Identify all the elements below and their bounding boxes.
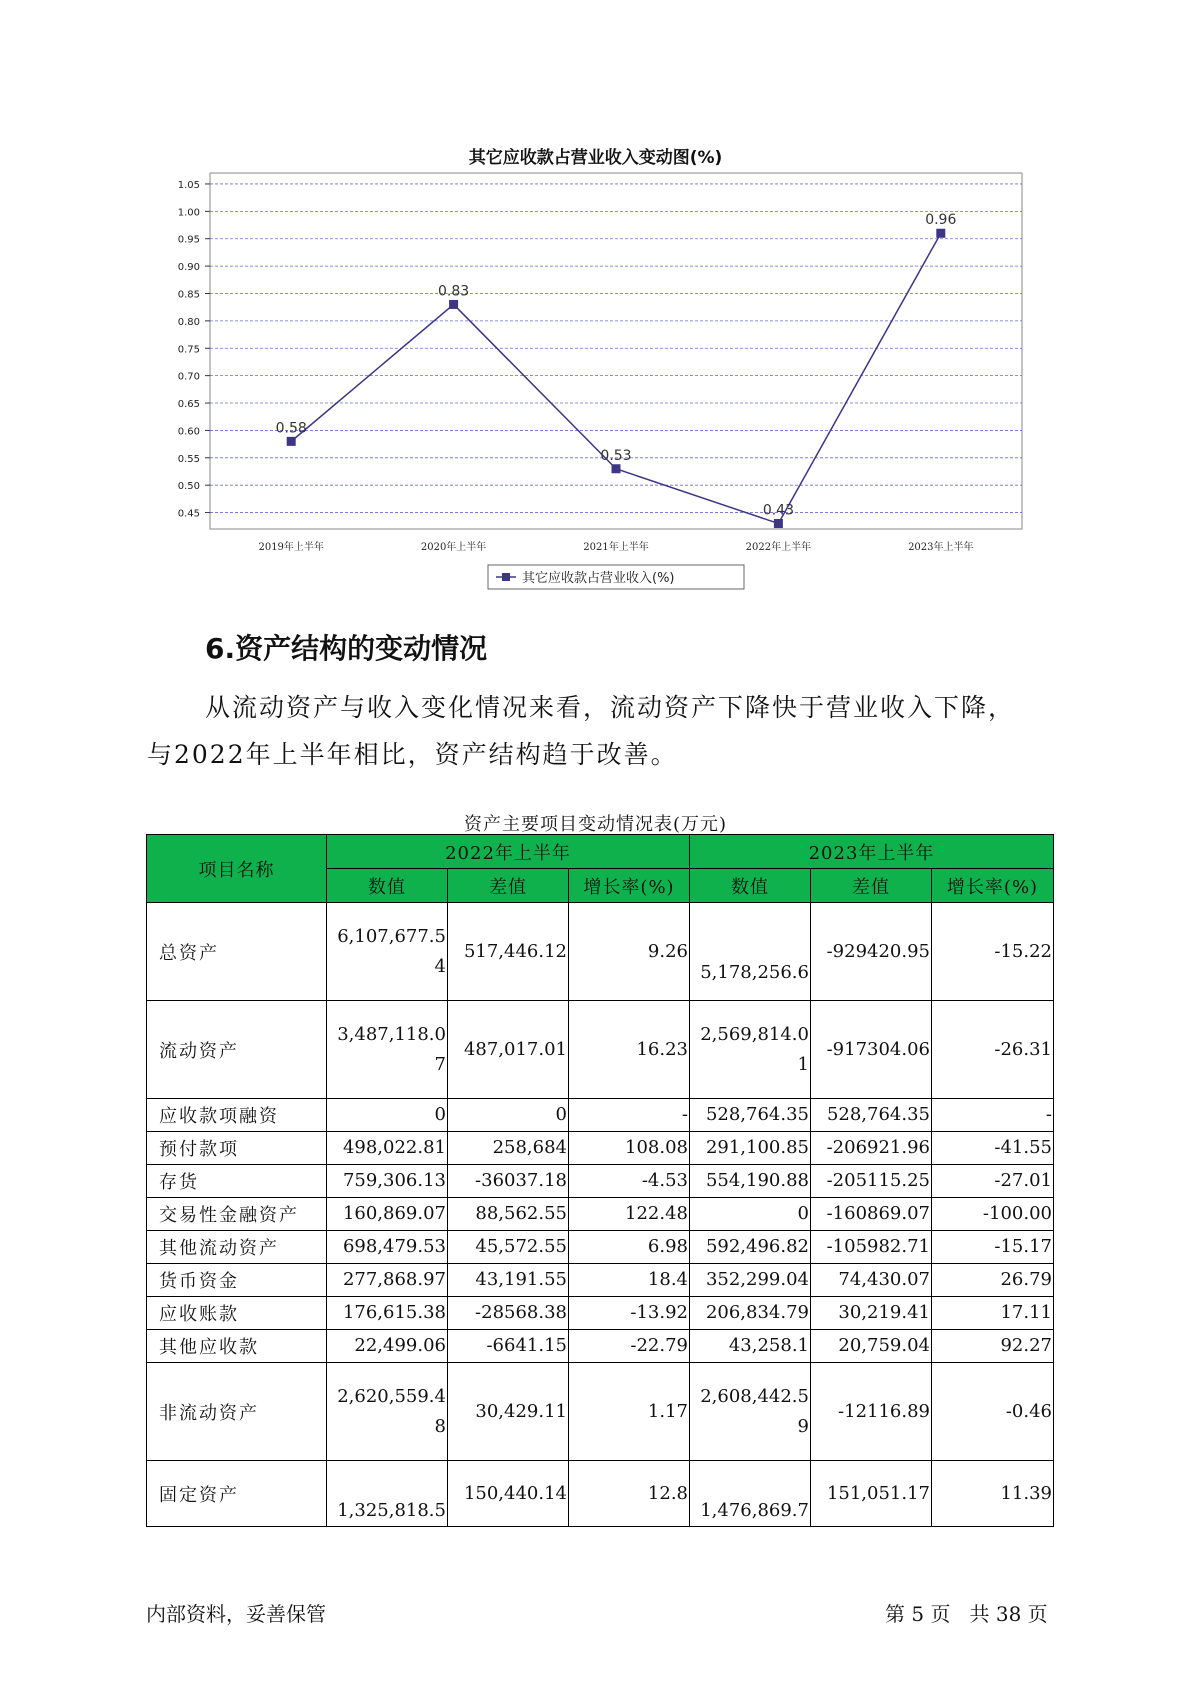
- table-cell: 0: [448, 1099, 569, 1132]
- table-cell: -13.92: [569, 1297, 690, 1330]
- y-tick-label: 0.75: [177, 344, 200, 356]
- footer-confidential-note: 内部资料，妥善保管: [146, 1602, 326, 1626]
- y-tick-label: 1.05: [177, 179, 200, 191]
- table-cell: -15.17: [932, 1231, 1054, 1264]
- row-label: 交易性金融资产: [147, 1198, 327, 1231]
- table-cell: 30,219.41: [811, 1297, 932, 1330]
- table-cell: 43,191.55: [448, 1264, 569, 1297]
- table-cell: -6641.15: [448, 1330, 569, 1363]
- table-cell: 258,684: [448, 1132, 569, 1165]
- table-cell: 528,764.35: [690, 1099, 811, 1132]
- row-label: 其他应收款: [147, 1330, 327, 1363]
- data-label: 0.43: [762, 502, 794, 519]
- table-cell: 487,017.01: [448, 1001, 569, 1099]
- legend-marker: [502, 573, 510, 581]
- x-tick-label: 2020年上半年: [420, 542, 487, 553]
- footer-page-number: 第 5 页 共 38 页: [885, 1602, 1048, 1626]
- table-cell: 22,499.06: [327, 1330, 448, 1363]
- header-2022: 2022年上半年: [327, 835, 690, 869]
- data-label: 0.58: [275, 420, 307, 437]
- table-cell: 291,100.85: [690, 1132, 811, 1165]
- row-label: 固定资产: [147, 1461, 327, 1527]
- data-point: [936, 229, 945, 238]
- table-cell: 16.23: [569, 1001, 690, 1099]
- table-cell: 3,487,118.07: [327, 1001, 448, 1099]
- subheader-value-2023: 数值: [690, 869, 811, 903]
- table-cell: 12.8: [569, 1461, 690, 1527]
- header-2023: 2023年上半年: [690, 835, 1054, 869]
- table-cell: -12116.89: [811, 1363, 932, 1461]
- table-cell: 88,562.55: [448, 1198, 569, 1231]
- data-point: [774, 519, 783, 528]
- table-cell: 17.11: [932, 1297, 1054, 1330]
- table-row: [147, 1001, 1054, 1099]
- table-cell: 554,190.88: [690, 1165, 811, 1198]
- section-heading: 6.资产结构的变动情况: [205, 632, 488, 665]
- table-cell: -105982.71: [811, 1231, 932, 1264]
- data-label: 0.83: [438, 283, 470, 300]
- table-cell: 1,476,869.7: [690, 1461, 811, 1527]
- table-cell: -917304.06: [811, 1001, 932, 1099]
- table-row: [147, 1297, 1054, 1330]
- subheader-diff-2023: 差值: [811, 869, 932, 903]
- table-cell: -27.01: [932, 1165, 1054, 1198]
- table-cell: 122.48: [569, 1198, 690, 1231]
- table-cell: 160,869.07: [327, 1198, 448, 1231]
- paragraph-line-2: 与2022年上半年相比，资产结构趋于改善。: [147, 740, 678, 769]
- table-cell: -100.00: [932, 1198, 1054, 1231]
- table-cell: 0: [690, 1198, 811, 1231]
- table-cell: 5,178,256.6: [690, 903, 811, 1001]
- table-cell: 206,834.79: [690, 1297, 811, 1330]
- table-cell: 151,051.17: [811, 1461, 932, 1527]
- y-tick-label: 0.55: [177, 453, 200, 465]
- table-cell: 11.39: [932, 1461, 1054, 1527]
- row-label: 流动资产: [147, 1001, 327, 1099]
- table-cell: 26.79: [932, 1264, 1054, 1297]
- table-cell: -: [932, 1099, 1054, 1132]
- subheader-growth-2023: 增长率(%): [932, 869, 1054, 903]
- table-cell: -160869.07: [811, 1198, 932, 1231]
- data-point: [449, 300, 458, 309]
- y-tick-label: 0.85: [177, 289, 200, 301]
- plot-area: [210, 173, 1022, 529]
- y-tick-label: 0.60: [177, 426, 200, 438]
- subheader-value-2022: 数值: [327, 869, 448, 903]
- row-label: 应收账款: [147, 1297, 327, 1330]
- y-tick-label: 0.50: [177, 481, 200, 493]
- table-cell: 45,572.55: [448, 1231, 569, 1264]
- table-cell: 176,615.38: [327, 1297, 448, 1330]
- subheader-growth-2022: 增长率(%): [569, 869, 690, 903]
- y-tick-label: 0.90: [177, 262, 200, 274]
- table-cell: 20,759.04: [811, 1330, 932, 1363]
- data-point: [612, 464, 621, 473]
- table-row: [147, 1330, 1054, 1363]
- table-cell: 108.08: [569, 1132, 690, 1165]
- table-cell: 759,306.13: [327, 1165, 448, 1198]
- table-row: [147, 1264, 1054, 1297]
- data-label: 0.96: [925, 212, 957, 229]
- table-cell: -36037.18: [448, 1165, 569, 1198]
- table-cell: -28568.38: [448, 1297, 569, 1330]
- table-row: [147, 1461, 1054, 1527]
- header-item-name: 项目名称: [147, 835, 327, 903]
- table-cell: -: [569, 1099, 690, 1132]
- table-row: [147, 1165, 1054, 1198]
- table-cell: 498,022.81: [327, 1132, 448, 1165]
- table-cell: 277,868.97: [327, 1264, 448, 1297]
- row-label: 其他流动资产: [147, 1231, 327, 1264]
- table-cell: 6,107,677.54: [327, 903, 448, 1001]
- table-cell: -4.53: [569, 1165, 690, 1198]
- asset-change-table: [146, 834, 1054, 1527]
- table-cell: 43,258.1: [690, 1330, 811, 1363]
- y-tick-label: 1.00: [177, 207, 200, 219]
- chart-title: 其它应收款占营业收入变动图(%): [468, 148, 723, 168]
- data-point: [287, 437, 296, 446]
- table-cell: -206921.96: [811, 1132, 932, 1165]
- table-cell: 2,620,559.48: [327, 1363, 448, 1461]
- x-tick-label: 2019年上半年: [258, 542, 324, 553]
- table-cell: 6.98: [569, 1231, 690, 1264]
- table-cell: 592,496.82: [690, 1231, 811, 1264]
- y-tick-label: 0.45: [177, 508, 200, 520]
- table-cell: -0.46: [932, 1363, 1054, 1461]
- table-cell: 18.4: [569, 1264, 690, 1297]
- data-label: 0.53: [600, 447, 632, 464]
- y-tick-label: 0.65: [177, 399, 200, 411]
- table-row: [147, 1231, 1054, 1264]
- x-tick-label: 2022年上半年: [745, 542, 812, 553]
- y-tick-label: 0.70: [177, 371, 200, 383]
- table-cell: 92.27: [932, 1330, 1054, 1363]
- table-cell: 517,446.12: [448, 903, 569, 1001]
- x-tick-label: 2021年上半年: [583, 542, 649, 553]
- table-cell: -26.31: [932, 1001, 1054, 1099]
- table-row: [147, 903, 1054, 1001]
- table-cell: 1,325,818.5: [327, 1461, 448, 1527]
- paragraph-line-1: 从流动资产与收入变化情况来看，流动资产下降快于营业收入下降，: [205, 693, 1016, 722]
- legend-label: 其它应收款占营业收入(%): [522, 571, 675, 586]
- row-label: 存货: [147, 1165, 327, 1198]
- table-cell: 74,430.07: [811, 1264, 932, 1297]
- row-label: 预付款项: [147, 1132, 327, 1165]
- table-row: [147, 1132, 1054, 1165]
- table-cell: 528,764.35: [811, 1099, 932, 1132]
- x-tick-label: 2023年上半年: [908, 542, 974, 553]
- table-cell: 1.17: [569, 1363, 690, 1461]
- line-chart: [150, 168, 1030, 598]
- table-cell: 9.26: [569, 903, 690, 1001]
- table-cell: 2,569,814.01: [690, 1001, 811, 1099]
- table-cell: 352,299.04: [690, 1264, 811, 1297]
- table-cell: -929420.95: [811, 903, 932, 1001]
- row-label: 应收款项融资: [147, 1099, 327, 1132]
- table-row: [147, 1099, 1054, 1132]
- table-row: [147, 1198, 1054, 1231]
- table-cell: 0: [327, 1099, 448, 1132]
- table-cell: 698,479.53: [327, 1231, 448, 1264]
- y-tick-label: 0.80: [177, 316, 200, 328]
- table-cell: 150,440.14: [448, 1461, 569, 1527]
- table-title: 资产主要项目变动情况表(万元): [463, 814, 728, 835]
- row-label: 总资产: [147, 903, 327, 1001]
- table-cell: -41.55: [932, 1132, 1054, 1165]
- table-cell: -15.22: [932, 903, 1054, 1001]
- table-cell: -22.79: [569, 1330, 690, 1363]
- table-row: [147, 1363, 1054, 1461]
- row-label: 非流动资产: [147, 1363, 327, 1461]
- y-tick-label: 0.95: [177, 234, 200, 246]
- subheader-diff-2022: 差值: [448, 869, 569, 903]
- row-label: 货币资金: [147, 1264, 327, 1297]
- table-cell: 30,429.11: [448, 1363, 569, 1461]
- table-cell: -205115.25: [811, 1165, 932, 1198]
- table-cell: 2,608,442.59: [690, 1363, 811, 1461]
